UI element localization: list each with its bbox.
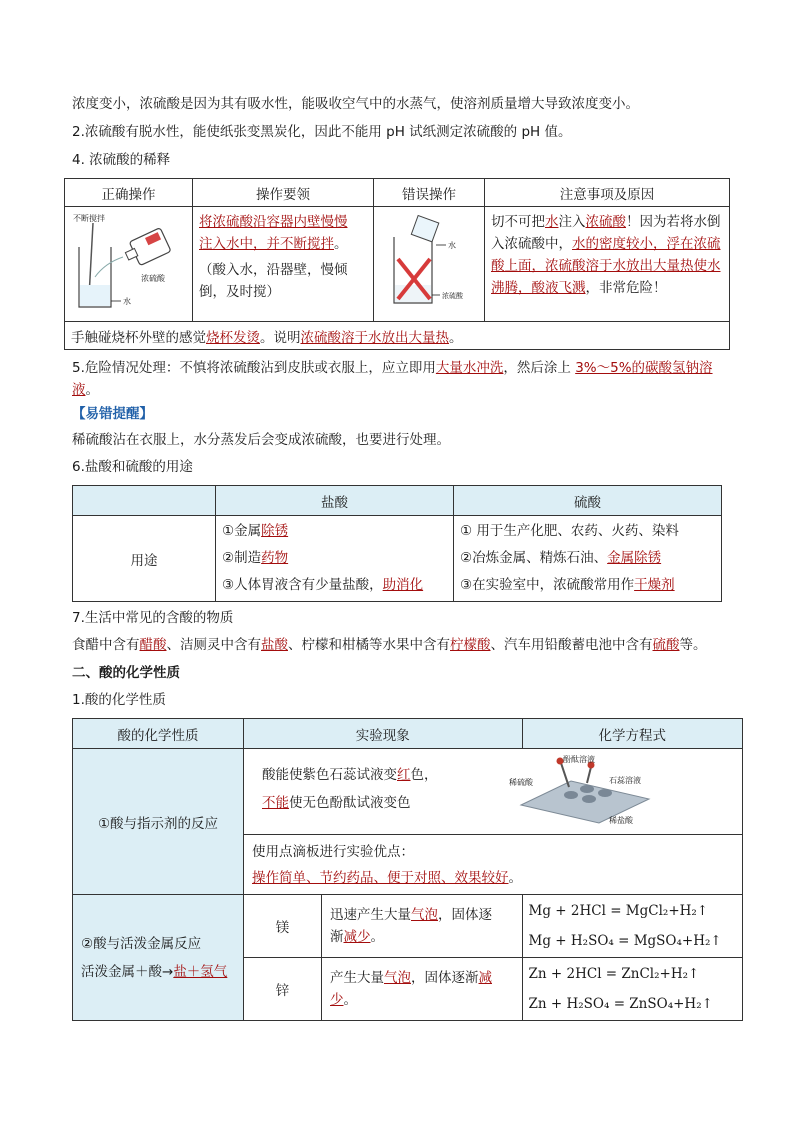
table-header: 盐酸 <box>216 486 454 516</box>
indicator-phenomenon-cell <box>244 749 743 835</box>
wrong-operation-image-cell <box>374 207 485 322</box>
acid-label: 浓硫酸 <box>442 292 463 300</box>
paragraph-danger-handling <box>72 358 732 378</box>
table-header-empty <box>73 486 216 516</box>
indicator-text: 酸能使紫色石蕊试液变红色， 不能使无色酚酞试液变色 <box>262 767 438 811</box>
method-keypoint: 将浓硫酸沿容器内壁慢慢 <box>199 214 348 230</box>
table-header: 化学方程式 <box>522 719 742 749</box>
keyword: 3%～5%的碳酸氢钠溶 <box>575 360 713 376</box>
section-heading-chemical-properties <box>72 663 732 683</box>
list-item: ②冶炼金属、精炼石油、金属除锈 <box>460 550 662 566</box>
caution-text: ，非常危险！ <box>585 280 667 296</box>
caution-text: ！因为若将水倒入浓硫酸中， <box>491 214 721 252</box>
mg-phenomenon-cell: 迅速产生大量气泡，固体逐 渐减少。 <box>322 895 523 958</box>
section-heading-acids-in-life <box>72 608 732 628</box>
stir-label: 不断搅拌 <box>73 214 105 223</box>
footer-keyword: 浓硫酸溶于水放出大量热 <box>300 329 449 346</box>
table-header: 酸的化学性质 <box>73 719 244 749</box>
advantage-title: 使用点滴板进行实验优点： <box>252 843 414 860</box>
water-label: 水 <box>123 297 131 306</box>
equation: Mg + 2HCl = MgCl₂+H₂↑ <box>528 903 709 919</box>
list-item: ①金属除锈 <box>222 523 289 539</box>
h2so4-uses-cell <box>454 516 722 602</box>
water-label: 水 <box>448 241 456 250</box>
table-header: 错误操作 <box>374 179 485 207</box>
caution-keyword: 水 <box>545 214 559 230</box>
metal-name-mg: 镁 <box>244 895 322 958</box>
table-header: 实验现象 <box>244 719 523 749</box>
correct-dilution-illustration <box>65 207 190 317</box>
method-keypoint: 注入水中，并不断搅拌 <box>199 236 334 252</box>
list-item: ③在实验室中，浓硫酸常用作干燥剂 <box>460 577 675 593</box>
chemical-properties-table <box>72 718 743 1021</box>
footer-text: 手触碰烧杯外壁的感觉 <box>71 329 206 346</box>
spot-plate-advantage-cell: 使用点滴板进行实验优点： 操作简单、节约药品、便于对照、效果较好。 <box>244 835 743 895</box>
warning-title <box>72 404 732 424</box>
indicator-label-cell: ①酸与指示剂的反应 <box>73 749 244 895</box>
dilute-sulfuric-label: 稀硫酸 <box>509 778 533 787</box>
list-item: ②制造药物 <box>222 550 289 566</box>
equation: Zn + H₂SO₄ = ZnSO₄+H₂↑ <box>528 996 713 1012</box>
acid-bottle <box>122 228 171 269</box>
hcl-uses-cell <box>216 516 454 602</box>
pour-stream <box>95 257 123 277</box>
section-heading-uses <box>72 457 732 477</box>
water-cup <box>411 215 439 241</box>
paragraph-text: 2.浓硫酸有脱水性，能使纸张变黑炭化，因此不能用 pH 试纸测定浓硫酸的 pH 值。 <box>72 124 572 140</box>
paragraph-text: 浓度变小，浓硫酸是因为其有吸水性，能吸收空气中的水蒸气，使溶剂质量增大导致浓度变小。 <box>72 96 639 112</box>
acid-label: 浓硫酸 <box>141 274 165 283</box>
warning-text-line <box>72 430 732 450</box>
keyword: 液 <box>72 382 86 398</box>
zn-phenomenon-cell: 产生大量气泡，固体逐渐减 少。 <box>322 958 523 1021</box>
mg-equations-cell <box>522 895 742 958</box>
warning-text: 稀硫酸沾在衣服上，水分蒸发后会变成浓硫酸，也要进行处理。 <box>72 432 450 448</box>
dilution-footer-row <box>65 322 730 350</box>
table-header: 硫酸 <box>454 486 722 516</box>
keyword: 大量水冲洗 <box>435 360 504 376</box>
table-header: 正确操作 <box>65 179 193 207</box>
caution-text: 切不可把 <box>491 214 545 230</box>
metal-label-cell: ②酸与活泼金属反应 活泼金属＋酸→盐＋氢气 <box>73 895 244 1021</box>
caution-keyword: 水的密度较小，浮在浓硫酸上面，浓硫酸溶于水放出大量热使水沸腾，酸液飞溅 <box>491 236 721 296</box>
table-header: 注意事项及原因 <box>485 179 730 207</box>
footer-text: 。说明 <box>260 329 301 346</box>
heading-text: 1.酸的化学性质 <box>72 692 166 708</box>
list-item: ③人体胃液含有少量盐酸，助消化 <box>222 577 424 593</box>
products-keyword: 盐＋氢气 <box>173 963 228 980</box>
uses-row-label: 用途 <box>73 516 216 602</box>
spot-plate-illustration <box>499 753 699 833</box>
heading-text: 4. 浓硫酸的稀释 <box>72 152 171 168</box>
subheading-chemical-properties <box>72 690 732 710</box>
caution-text: 注入 <box>558 214 586 230</box>
metal-name-zn: 锌 <box>244 958 322 1021</box>
caution-keyword: 浓硫酸 <box>585 214 626 230</box>
footer-text: 。 <box>449 329 463 346</box>
dilute-hydrochloric-label: 稀盐酸 <box>609 816 633 825</box>
paragraph-concentration <box>72 94 732 114</box>
footer-keyword: 烧杯发烫 <box>206 329 260 346</box>
dropper <box>587 767 591 783</box>
heading-text: 7.生活中常见的含酸的物质 <box>72 610 234 626</box>
advantage-keywords: 操作简单、节约药品、便于对照、效果较好 <box>252 869 509 886</box>
zn-equations-cell <box>522 958 742 1021</box>
litmus-label: 石蕊溶液 <box>609 776 641 785</box>
metal-reaction-title: ②酸与活泼金属反应 <box>81 935 202 952</box>
wrong-dilution-illustration <box>374 207 482 317</box>
correct-operation-image-cell <box>65 207 193 322</box>
equation: Mg + H₂SO₄ = MgSO₄+H₂↑ <box>528 933 722 949</box>
section-heading-dilution <box>72 150 732 170</box>
water-in-beaker <box>80 285 110 306</box>
paragraph-acids-in-life: 食醋中含有醋酸、洁厕灵中含有盐酸、柠檬和柑橘等水果中含有柠檬酸、汽车用铅酸蓄电池中含有硫酸等。 <box>72 637 707 653</box>
dilution-table <box>64 178 730 350</box>
paragraph-text: ，然后涂上 <box>503 360 576 376</box>
warning-heading: 【易错提醒】 <box>72 406 153 422</box>
method-cell <box>193 207 374 322</box>
paragraph-danger-handling-cont <box>72 380 732 400</box>
paragraph-text: 5.危险情况处理：不慎将浓硫酸沾到皮肤或衣服上，应立即用 <box>72 360 436 376</box>
heading-text: 二、酸的化学性质 <box>72 665 180 681</box>
phenolphthalein-label: 酚酞溶液 <box>563 755 595 764</box>
paragraph-text: 。 <box>85 382 99 398</box>
method-mnemonic: （酸入水，沿器壁，慢倾倒，及时搅） <box>199 262 348 300</box>
heading-text: 6.盐酸和硫酸的用途 <box>72 459 193 475</box>
paragraph-dehydration <box>72 122 732 142</box>
punct: 。 <box>334 236 348 252</box>
table-header: 操作要领 <box>193 179 374 207</box>
equation: Zn + 2HCl = ZnCl₂+H₂↑ <box>528 966 700 982</box>
uses-table <box>72 485 722 602</box>
list-item: ① 用于生产化肥、农药、火药、染料 <box>460 523 679 539</box>
caution-cell <box>485 207 730 322</box>
